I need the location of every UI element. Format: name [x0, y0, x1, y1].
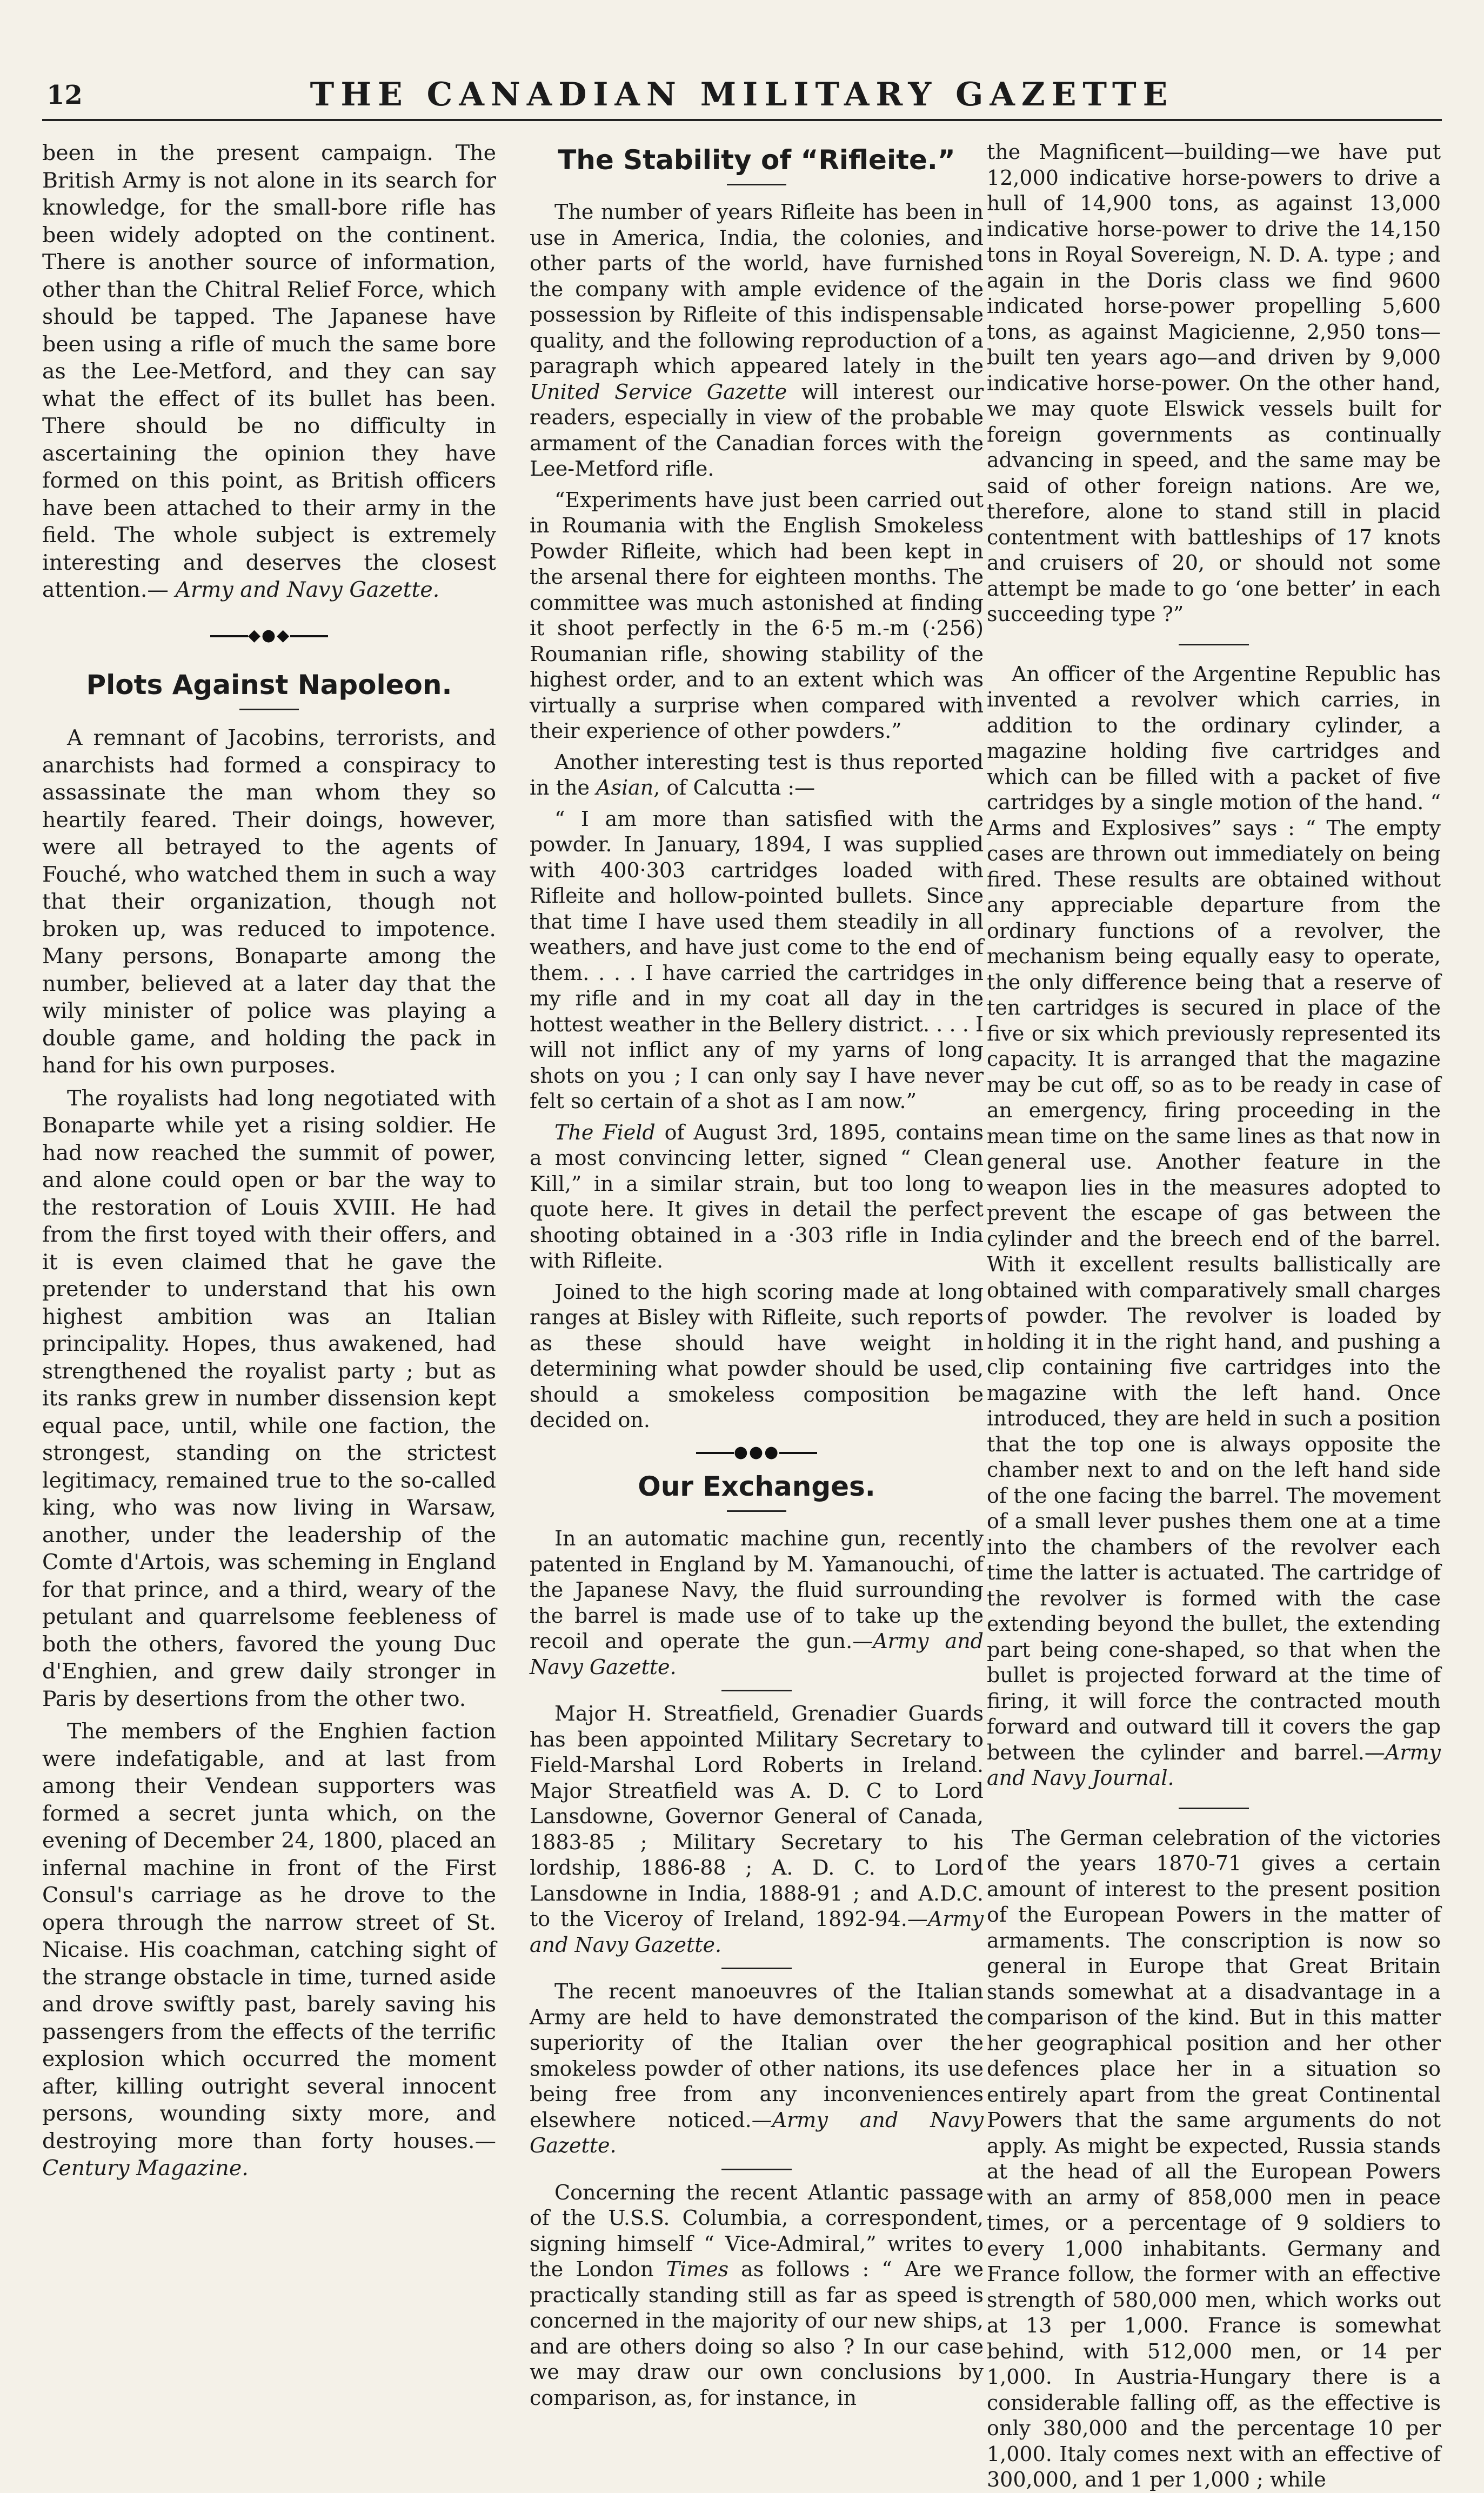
paragraph: the Magnificent—building—we have put 12,000 indicative horse-powers to drive a hull of 14,900 tons, as against 13,000 indicative horse-power to drive the 14,150 tons in Royal Sovereign, N. D. A. type ; and again in the Doris class we find 9600 indicated horse-power propelling 5,600 tons, as against Magicienne, 2,950 tons—built ten years ago—and driven by 9,000 indicative horse-power. On the other hand, we may quote Elswick vessels built for foreign governments as continually advancing in speed, and the same may be said of other foreign nations. Are we, therefore, alone to stand still in placid contentment with battleships of 17 knots and cruisers of 20, or should not some attempt be made to go ‘one better’ in each succeeding type ?” — [987, 140, 1441, 626]
paragraph-text: The number of years Rifleite has been in use in America, India, the colonies, and other parts of the world, have furnished the company with ample evidence of the possession by Rifleite of this indispensable quality, and the following reproduction of a paragraph which appeared lately in the — [530, 200, 984, 378]
paragraph-text: The recent manoeuvres of the Italian Army are held to have demonstrated the superiority of the Italian over the smokeless powder of other nations, its use being free from any inconveniences elsewhere noticed.— — [530, 1979, 984, 2132]
paragraph: The royalists had long negotiated with Bonaparte while yet a rising soldier. He had now reached the summit of power, and alone could open or bar the way to the restoration of Louis XVIII. He had from the first toyed with their offers, and it is even claimed that he gave the pretender to understand that his own highest ambition was an Italian principality. Hopes, thus awakened, had strengthened the royalist party ; but as its ranks grew in number dissension kept equal pace, until, while one faction, the strongest, standing on the strictest legitimacy, remained true to the so-called king, who was now living in Warsaw, another, under the leadership of the Comte d'Artois, was scheming in England for that prince, and a third, weary of the petulant and quarrelsome feebleness of both the others, favored the young Duc d'Enghien, and grew daily stronger in Paris by desertions from the other two. — [42, 1085, 496, 1711]
article-heading-rifleite: The Stability of “Rifleite.” — [558, 144, 955, 176]
paragraph — [530, 1701, 984, 1958]
source-credit: Army and Navy Gazette. — [175, 577, 440, 602]
paragraph-text: The members of the Enghien faction were indefatigable, and at last from among their Vendean supporters was formed a secret junta which, on the evening of December 24, 1800, placed an infernal machine in front of the First Consul's carriage as he drove to the opera through the narrow street of St. Nicaise. His coachman, catching sight of the strange obstacle in time, turned aside and drove swiftly past, barely saving his passengers from the effects of the terrific explosion which occurred the moment after, killing outright several innocent persons, wounding sixty more, and destroying more than forty houses.— — [42, 1719, 496, 2154]
paragraph: The German celebration of the victories of the years 1870-71 gives a certain amount of interest to the present position of the European Powers in the matter of armaments. The conscription is now so general in Europe that Great Britain stands somewhat at a disadvantage in a comparison of the kind. But in this matter her geographical position and her other defences place her in a situation so entirely apart from the great Continental Powers that the same arguments do not apply. As might be expected, Russia stands at the head of all the European Powers with an army of 858,000 men in peace times, or a percentage of 9 soldiers to every 1,000 inhabitants. Germany and France follow, the former with an effective strength of 580,000 men, which works out at 13 per 1,000. France is somewhat behind, with 512,000 men, or 14 per 1,000. In Austria-Hungary there is a considerable falling off, as the effective is only 380,000 and the percentage 10 per 1,000. Italy comes next with an effective of 300,000, and 1 per 1,000 ; while — [987, 1825, 1441, 2491]
section-rule — [721, 1968, 792, 1969]
heading-rule — [727, 184, 786, 185]
section-rule — [721, 2169, 792, 2170]
paragraph-text: as follows : “ Are we practically standing still as far as speed is concerned in the majority of our new ships, and are others doing so also ? In our case we may draw our own conclusions by comparison, as, for instance, in — [530, 2257, 984, 2410]
paragraph-text: of August 3rd, 1895, contains a most convincing letter, signed “ Clean Kill,” in a similar strain, but too long to quote here. It gives in detail the perfect shooting obtained in a ·303 rifle in India with Rifleite. — [530, 1120, 984, 1272]
source-credit: Army and Navy Journal. — [987, 1740, 1441, 1790]
heading-rule — [239, 709, 299, 710]
source-credit: Army and Navy Gazette. — [530, 1629, 984, 1679]
column-right — [987, 139, 1441, 2491]
page-number: 12 — [46, 80, 83, 110]
column-left — [42, 139, 496, 2399]
paragraph-text: Major H. Streatfield, Grenadier Guards has been appointed Military Secretary to Field-Marshal Lord Roberts in Ireland. Major Streatfield was A. D. C to Lord Lansdowne, Governor General of Canada, 1883-85 ; Military Secretary to his lordship, 1886-88 ; A. D. C. to Lord Lansdowne in India, 1888-91 ; and A.D.C. to the Viceroy of Ireland, 1892-94.— — [530, 1702, 984, 1931]
source-credit: Century Magazine. — [42, 2156, 249, 2181]
quoted-paragraph: “ I am more than satisfied with the powder. In January, 1894, I was supplied with 400·303 cartridges loaded with Rifleite and hollow-pointed bullets. Since that time I have used them steadily in all weathers, and have just come to the end of them. . . . I have carried the cartridges in my rifle and in my coat all day in the hottest weather in the Bellery district. . . . I will not inflict any of my yarns of long shots on you ; I can only say I have never felt so certain of a shot as I am now.” — [530, 806, 984, 1113]
ornament-divider: ●●● — [530, 1439, 984, 1467]
quoted-paragraph: “Experiments have just been carried out in Roumania with the English Smokeless Powder Rifleite, which had been kept in the arsenal there for eighteen months. The committee was much astonished at finding it shoot perfectly in the 6·5 m.-m (·256) Roumanian rifle, showing stability of the highest order, and to an extent which was virtually a surprise when compared with their experience of other powders.” — [530, 488, 984, 743]
paragraph — [530, 1526, 984, 1680]
article-continuation — [42, 139, 496, 604]
paragraph: Joined to the high scoring made at long ranges at Bisley with Rifleite, such reports as these should have weight in determining what powder should be used, should a smokeless composition be decided on. — [530, 1279, 984, 1432]
journal-title: Times — [666, 2257, 729, 2281]
paragraph-text: , of Calcutta :— — [653, 776, 815, 799]
paragraph-text: Another interesting test is thus reported in the — [530, 750, 984, 799]
section-rule — [1179, 644, 1249, 645]
journal-title: Asian — [596, 776, 654, 799]
column-middle — [530, 139, 984, 2410]
journal-title: The Field — [554, 1120, 656, 1144]
paragraph — [530, 750, 984, 801]
paragraph — [42, 1718, 496, 2182]
masthead — [42, 76, 1442, 121]
article-heading-napoleon: Plots Against Napoleon. — [86, 669, 452, 701]
paragraph — [987, 662, 1441, 1791]
newspaper-title: THE CANADIAN MILITARY GAZETTE — [310, 76, 1174, 114]
paragraph — [530, 1120, 984, 1274]
paragraph — [530, 199, 984, 482]
source-credit: Army and Navy Gazette. — [530, 1907, 984, 1957]
paragraph-text: In an automatic machine gun, recently patented in England by M. Yamanouchi, of the Japanese Navy, the fluid surrounding the barrel is made use of to take up the recoil and operate the gun.— — [530, 1527, 984, 1653]
paragraph — [530, 1979, 984, 2159]
paragraph: A remnant of Jacobins, terrorists, and anarchists had formed a conspiracy to assassinate the man whom they so heartily feared. Their doings, however, were all betrayed to the agents of Fouché, who watched them in such a way that their organization, though not broken up, was reduced to impotence. Many persons, Bonaparte among the number, believed at a later day that the wily minister of police was playing a double game, and holding the pack in hand for his own purposes. — [42, 725, 496, 1078]
paragraph-text: An officer of the Argentine Republic has invented a revolver which carries, in addition to the ordinary cylinder, a magazine holding five cartridges and which can be filled with a packet of five cartridges by a single motion of the hand. “ Arms and Explosives” says : “ The empty cases are thrown out immediately on being fired. These results are obtained without any appreciable departure from the ordinary functions of a revolver, the mechanism being equally easy to operate, the only difference being that a reserve of ten cartridges is secured in place of the five or six which previously represented its capacity. It is arranged that the magazine may be cut off, so as to be ready in case of an emergency, firing proceeding in the mean time on the same lines as that now in general use. Another feature in the weapon lies in the measures adopted to prevent the escape of gas between the cylinder and the breech end of the barrel. With it excellent results ballistically are obtained with comparatively small charges of powder. The revolver is loaded by holding it in the right hand, and pushing a clip containing five cartridges into the magazine with the left hand. Once introduced, they are held in such a position that the top one is always opposite the chamber next to and on the left hand side of the one facing the barrel. The movement of a small lever pushes them one at a time into the chambers of the revolver each time the latter is actuated. The cartridge of the revolver is formed with the case extending beyond the bullet, the extending part being cone-shaped, so that when the bullet is projected forward at the time of firing, it will force the contracted mouth forward and outward till it covers the gap between the cylinder and barrel.— — [987, 662, 1441, 1764]
journal-title: United Service Gazette — [530, 379, 787, 404]
paragraph-text: will interest our readers, especially in view of the probable armament of the Canadian forces with the Lee-Metford rifle. — [530, 379, 984, 481]
heading-rule — [727, 1510, 786, 1512]
paragraph-text: Concerning the recent Atlantic passage of the U.S.S. Columbia, a correspondent, signing himself “ Vice-Admiral,” writes to the London — [530, 2180, 984, 2281]
source-credit: Army and Navy Gazette. — [530, 2108, 984, 2157]
article-heading-exchanges: Our Exchanges. — [638, 1471, 875, 1502]
section-rule — [1179, 1808, 1249, 1809]
section-rule — [721, 1690, 792, 1691]
paragraph — [530, 2180, 984, 2411]
ornament-divider: ◆●◆ — [42, 622, 496, 650]
article-text: been in the present campaign. The British Army is not alone in its search for knowledge, for the small-bore rifle has been widely adopted on the continent. There is another source of information, other than the Chitral Relief Force, which should be tapped. The Japanese have been using a rifle of much the same bore as the Lee-Metford, and they can say what the effect of its bullet has been. There should be no difficulty in ascertaining the opinion they have formed on this point, as British officers have been attached to their army in the field. The whole subject is extremely interesting and deserves the closest attention.— — [42, 141, 496, 602]
